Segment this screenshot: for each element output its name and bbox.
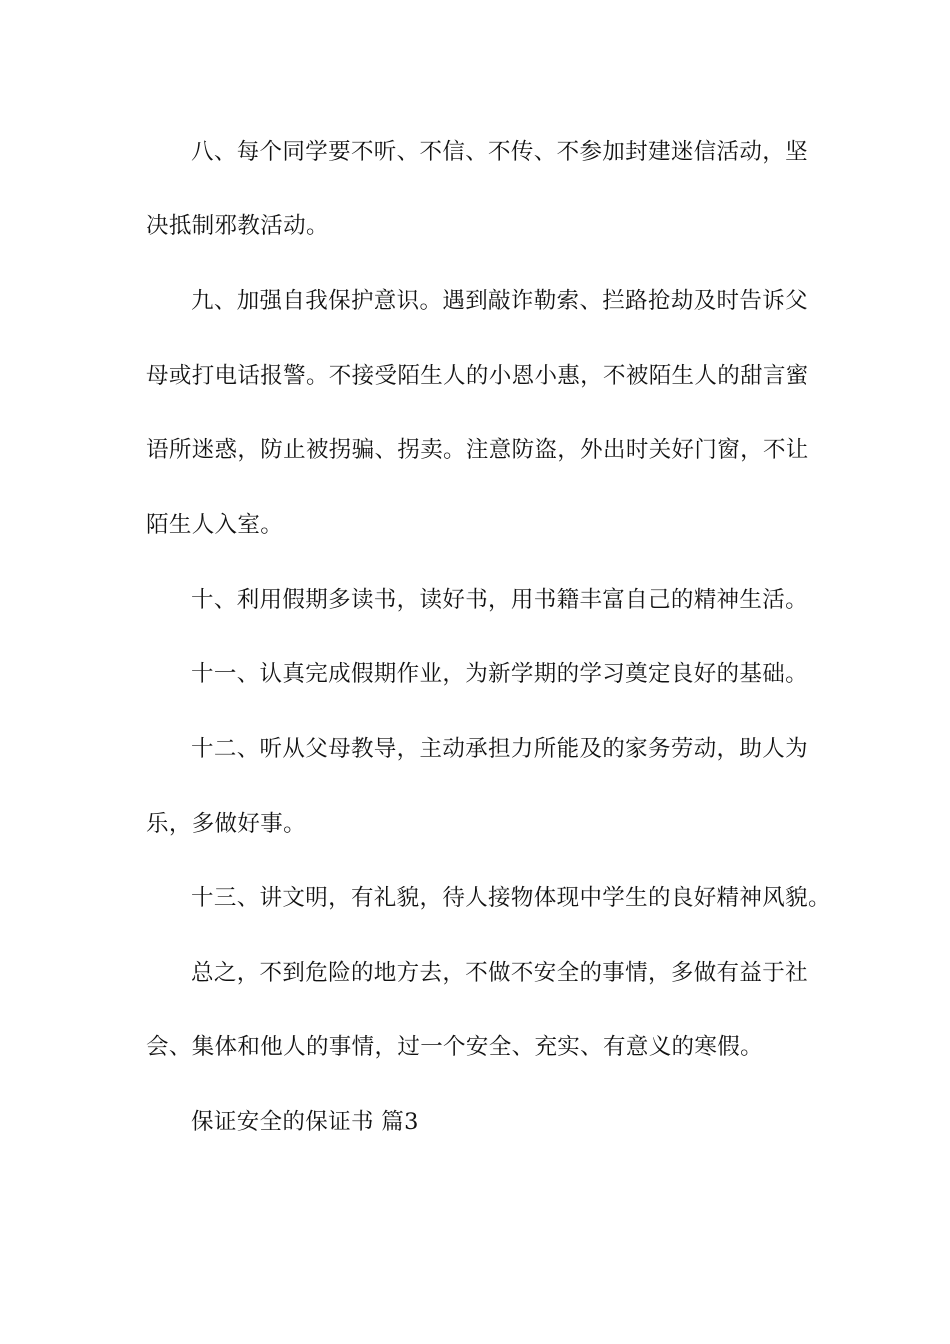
paragraph-13-line-1: 十三、讲文明，有礼貌，待人接物体现中学生的良好精神风貌。 <box>191 885 831 911</box>
paragraph-10-line-1: 十、利用假期多读书，读好书，用书籍丰富自己的精神生活。 <box>191 587 808 613</box>
paragraph-12-line-1: 十二、听从父母教导，主动承担力所能及的家务劳动，助人为 <box>191 736 808 762</box>
paragraph-12-line-2: 乐，多做好事。 <box>146 811 306 837</box>
paragraph-9-line-2: 母或打电话报警。不接受陌生人的小恩小惠，不被陌生人的甜言蜜 <box>146 363 809 389</box>
paragraph-9-line-1: 九、加强自我保护意识。遇到敲诈勒索、拦路抢劫及时告诉父 <box>191 288 808 314</box>
paragraph-9-line-4: 陌生人入室。 <box>146 512 284 538</box>
paragraph-8-line-1: 八、每个同学要不听、不信、不传、不参加封建迷信活动，坚 <box>191 139 808 165</box>
summary-line-2: 会、集体和他人的事情，过一个安全、充实、有意义的寒假。 <box>146 1034 763 1060</box>
summary-line-1: 总之，不到危险的地方去，不做不安全的事情，多做有益于社 <box>191 960 808 986</box>
paragraph-9-line-3: 语所迷惑，防止被拐骗、拐卖。注意防盗，外出时关好门窗，不让 <box>146 437 809 463</box>
paragraph-8-line-2: 决抵制邪教活动。 <box>146 213 329 239</box>
paragraph-11-line-1: 十一、认真完成假期作业，为新学期的学习奠定良好的基础。 <box>191 661 808 687</box>
section-heading: 保证安全的保证书 篇3 <box>191 1109 419 1135</box>
